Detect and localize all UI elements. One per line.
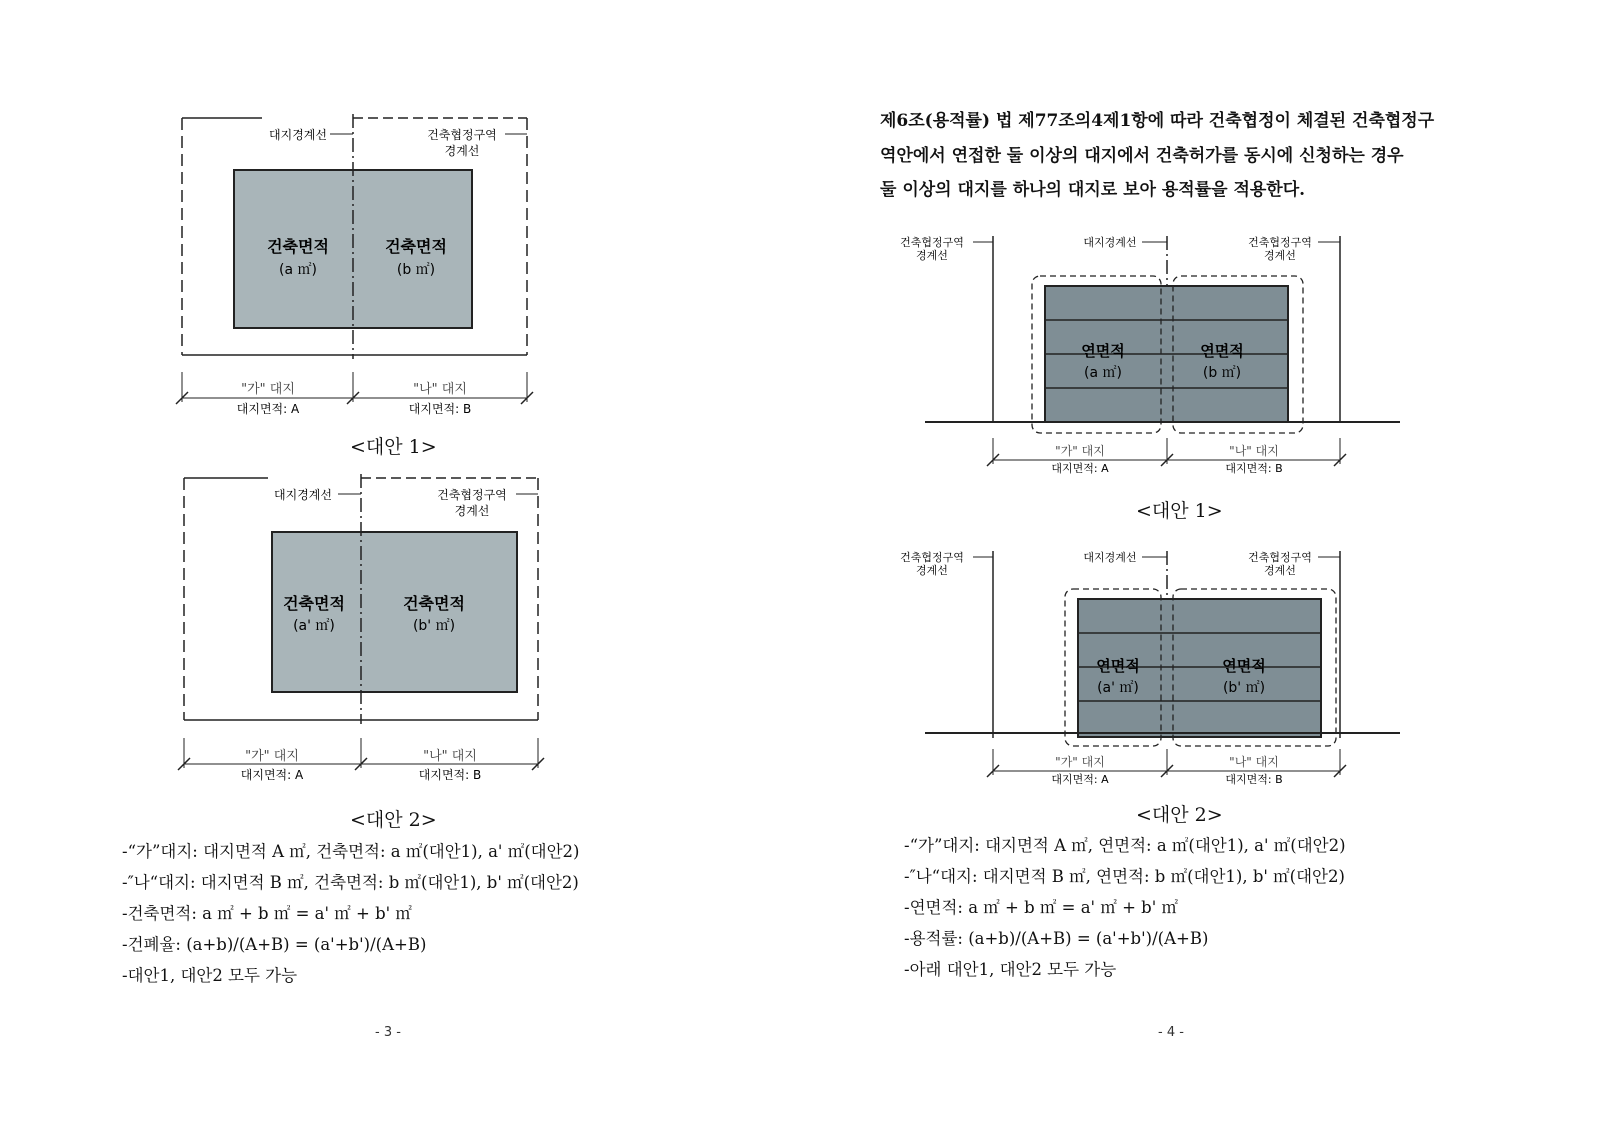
site-b-name: "나" 대지 bbox=[423, 749, 477, 764]
area-a-label: 건축면적 bbox=[267, 237, 329, 256]
floor-area-a-value: (a' ㎡) bbox=[1097, 680, 1139, 696]
zone-left-label-line1: 건축협정구역 bbox=[900, 236, 964, 249]
floor-area-a-value: (a ㎡) bbox=[1084, 365, 1122, 381]
floor-area-b-value: (b' ㎡) bbox=[1222, 680, 1266, 696]
list-item: -아래 대안1, 대안2 모두 가능 bbox=[904, 960, 1117, 979]
figure-caption-2: <대안 2> bbox=[1136, 804, 1223, 826]
site-a-name: "가" 대지 bbox=[241, 382, 295, 397]
page-number: - 3 - bbox=[375, 1025, 401, 1040]
site-a-area: 대지면적: A bbox=[1051, 462, 1109, 475]
summary-list bbox=[122, 836, 579, 991]
zone-right-label-line2: 경계선 bbox=[1264, 249, 1296, 262]
area-b-value: (b ㎡) bbox=[396, 262, 436, 278]
page-number: - 4 - bbox=[1158, 1025, 1184, 1040]
site-boundary-label: 대지경계선 bbox=[274, 488, 332, 502]
site-a-area: 대지면적: A bbox=[1051, 773, 1109, 786]
area-a-value: (a ㎡) bbox=[279, 262, 317, 278]
list-item: -용적률: (a+b)/(A+B) = (a'+b')/(A+B) bbox=[904, 929, 1209, 948]
zone-right-label-line1: 건축협정구역 bbox=[1248, 236, 1312, 249]
site-b-name: "나" 대지 bbox=[413, 382, 467, 397]
section-figure-1 bbox=[880, 228, 1510, 483]
floor-area-a-label: 연면적 bbox=[1096, 657, 1140, 675]
list-item: -“가”대지: 대지면적 A ㎡, 건축면적: a ㎡(대안1), a' ㎡(대안2) bbox=[122, 842, 580, 861]
area-a-value: (a' ㎡) bbox=[293, 618, 335, 634]
plan-figure-2 bbox=[172, 470, 552, 785]
figure-caption-1: <대안 1> bbox=[350, 436, 437, 458]
left-page bbox=[0, 0, 800, 1133]
section-figure-2 bbox=[880, 543, 1510, 798]
list-item: -대안1, 대안2 모두 가능 bbox=[122, 966, 298, 985]
site-a-area: 대지면적: A bbox=[240, 768, 304, 782]
zone-boundary-label-line2: 경계선 bbox=[444, 144, 480, 158]
site-boundary-label: 대지경계선 bbox=[269, 128, 327, 142]
floor-area-b-value: (b ㎡) bbox=[1202, 365, 1242, 381]
zone-boundary-label-line2: 경계선 bbox=[454, 504, 490, 518]
site-b-area: 대지면적: B bbox=[1225, 462, 1283, 475]
area-b-label: 건축면적 bbox=[385, 237, 447, 256]
site-a-name: "가" 대지 bbox=[1055, 755, 1105, 769]
article-line-1: 제6조(용적률) 법 제77조의4제1항에 따라 건축협정이 체결된 건축협정구 bbox=[880, 111, 1435, 131]
list-item: -연면적: a ㎡ + b ㎡ = a' ㎡ + b' ㎡ bbox=[904, 898, 1178, 917]
figure-caption-2: <대안 2> bbox=[350, 809, 437, 831]
article-paragraph bbox=[880, 104, 1500, 208]
site-boundary-label: 대지경계선 bbox=[1083, 236, 1137, 249]
floor-area-a-label: 연면적 bbox=[1081, 342, 1125, 360]
floor-area-b-label: 연면적 bbox=[1200, 342, 1244, 360]
zone-left-label-line1: 건축협정구역 bbox=[900, 551, 964, 564]
right-page bbox=[800, 0, 1601, 1133]
article-line-2: 역안에서 연접한 둘 이상의 대지에서 건축허가를 동시에 신청하는 경우 bbox=[880, 145, 1404, 166]
list-item: -“가”대지: 대지면적 A ㎡, 연면적: a ㎡(대안1), a' ㎡(대안2) bbox=[904, 836, 1346, 855]
site-b-area: 대지면적: B bbox=[1225, 773, 1283, 786]
site-a-name: "가" 대지 bbox=[1055, 444, 1105, 458]
list-item: -건축면적: a ㎡ + b ㎡ = a' ㎡ + b' ㎡ bbox=[122, 904, 412, 923]
zone-right-label-line1: 건축협정구역 bbox=[1248, 551, 1312, 564]
zone-left-label-line2: 경계선 bbox=[916, 249, 948, 262]
zone-left-label-line2: 경계선 bbox=[916, 564, 948, 577]
zone-right-label-line2: 경계선 bbox=[1264, 564, 1296, 577]
zone-boundary-label-line1: 건축협정구역 bbox=[427, 128, 497, 142]
list-item: -″나“대지: 대지면적 B ㎡, 건축면적: b ㎡(대안1), b' ㎡(대안2) bbox=[122, 873, 579, 892]
zone-boundary-label-line1: 건축협정구역 bbox=[437, 488, 507, 502]
area-b-value: (b' ㎡) bbox=[412, 618, 456, 634]
article-line-3: 둘 이상의 대지를 하나의 대지로 보아 용적률을 적용한다. bbox=[880, 180, 1306, 200]
summary-list bbox=[904, 830, 1346, 985]
area-b-label: 건축면적 bbox=[403, 594, 465, 613]
figure-caption-1: <대안 1> bbox=[1136, 500, 1223, 522]
site-b-name: "나" 대지 bbox=[1229, 444, 1279, 458]
list-item: -″나“대지: 대지면적 B ㎡, 연면적: b ㎡(대안1), b' ㎡(대안2) bbox=[904, 867, 1345, 886]
site-a-name: "가" 대지 bbox=[245, 749, 299, 764]
site-a-area: 대지면적: A bbox=[236, 402, 300, 416]
site-b-area: 대지면적: B bbox=[408, 402, 472, 416]
area-a-label: 건축면적 bbox=[283, 594, 345, 613]
site-b-area: 대지면적: B bbox=[418, 768, 482, 782]
site-boundary-label: 대지경계선 bbox=[1083, 551, 1137, 564]
site-b-name: "나" 대지 bbox=[1229, 755, 1279, 769]
plan-figure-1 bbox=[170, 110, 550, 420]
list-item: -건폐율: (a+b)/(A+B) = (a'+b')/(A+B) bbox=[122, 935, 427, 954]
floor-area-b-label: 연면적 bbox=[1222, 657, 1266, 675]
